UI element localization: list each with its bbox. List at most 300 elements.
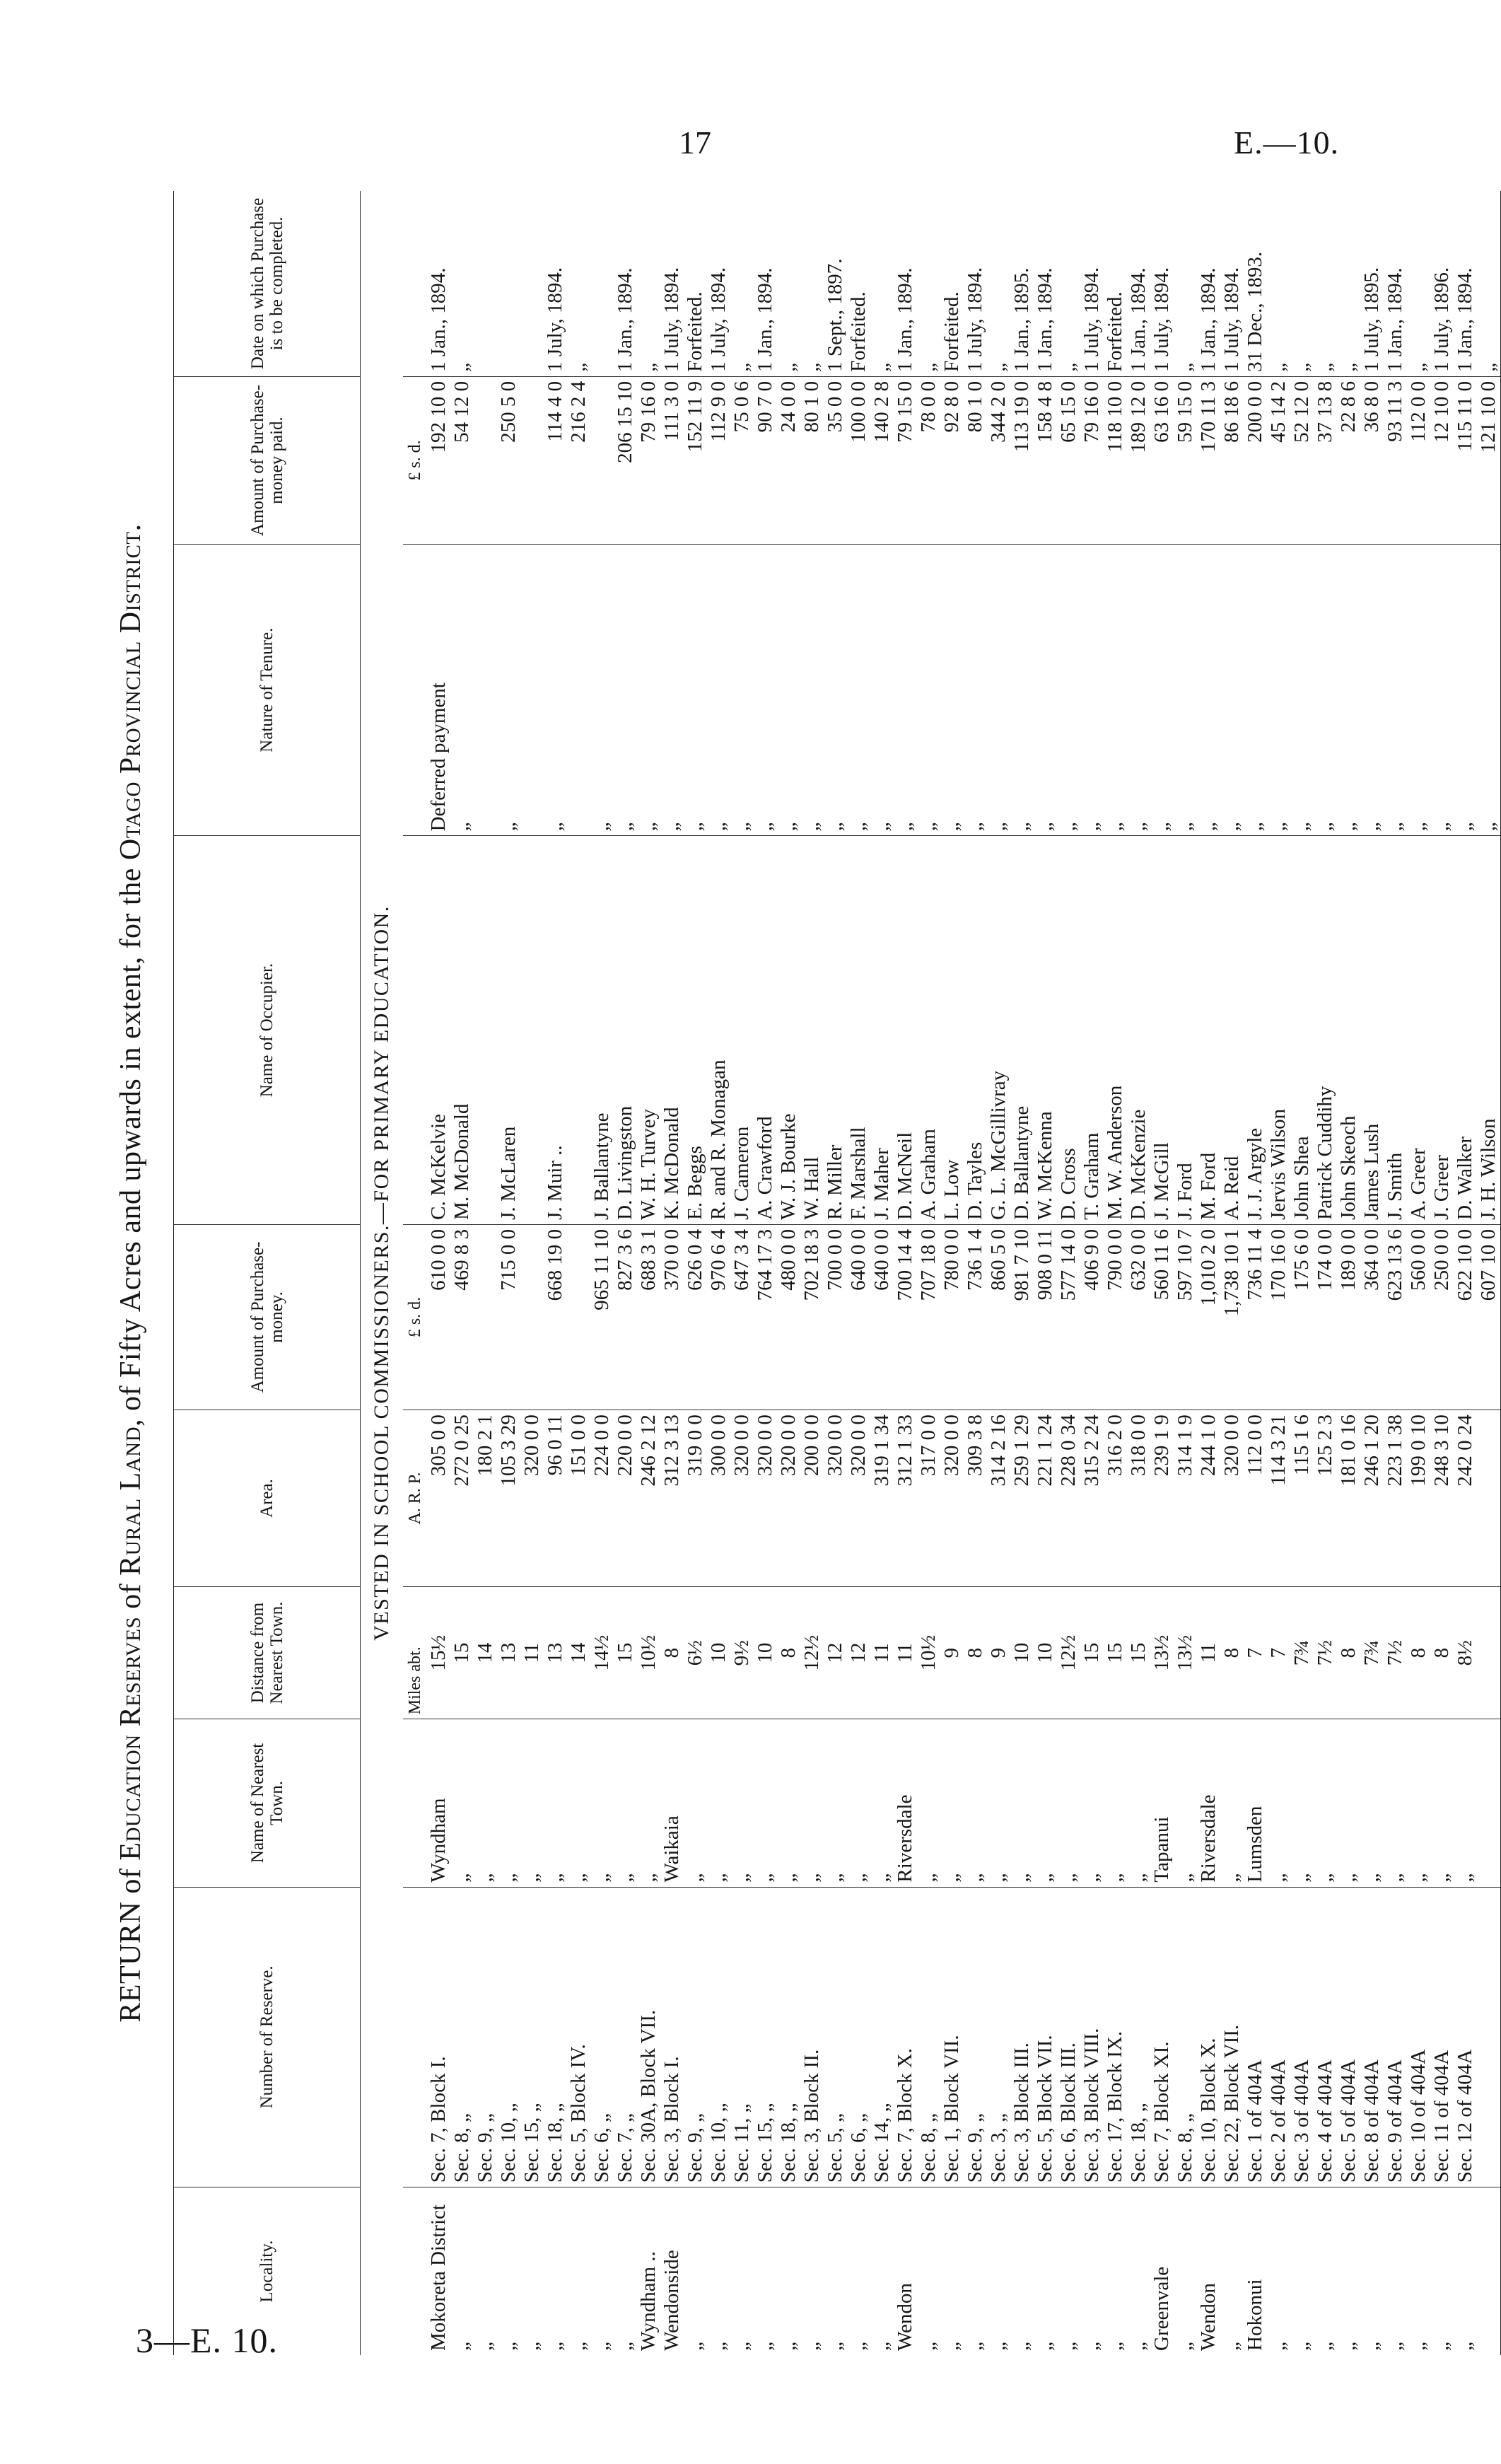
distance-cell: 15 [1104,1586,1127,1719]
occupier-cell: J. Greer [1430,836,1454,1225]
area-cell: 220 0 0 [614,1410,637,1587]
tenure-cell: „ [1337,545,1360,836]
purchase-money-cell: 700 14 4 [894,1224,917,1410]
area-cell: 244 1 0 [1197,1410,1220,1587]
reserve-cell: Sec. 4 of 404A [1314,1887,1337,2187]
tenure-cell: „ [964,545,987,836]
distance-cell: 10½ [917,1586,940,1719]
page-reference: E.—10. [1234,124,1340,161]
completion-date-cell: Forfeited. [684,191,707,376]
distance-cell [1477,1586,1501,1719]
table-row [684,191,707,2355]
reserve-cell: Sec. 6, „ [590,1887,614,2187]
town-cell: „ [1034,1719,1057,1887]
town-cell: „ [824,1719,847,1887]
locality-cell: Hokonui [1244,2279,1266,2351]
locality-cell: „ [1290,2339,1313,2351]
distance-cell: 15½ [427,1586,450,1719]
area-cell: 320 0 0 [777,1410,800,1587]
occupier-cell: D. Ballantyne [1010,836,1034,1225]
locality-cell: „ [544,2339,566,2351]
purchase-money-cell: 700 0 0 [824,1224,847,1410]
area-cell: 228 0 34 [1057,1410,1080,1587]
town-cell: „ [847,1719,870,1887]
completion-date-cell: 1 Jan., 1894. [754,191,777,376]
table-row [777,191,800,2355]
occupier-cell [520,836,544,1225]
paid-cell: 111 3 0 [660,376,684,544]
completion-date-cell: 1 Jan., 1895. [1010,191,1034,376]
purchase-money-cell: 622 10 0 [1454,1224,1477,1410]
table-row [1150,191,1174,2355]
header-area: Area. [174,1410,361,1587]
area-cell: 112 0 0 [1244,1410,1267,1587]
area-cell: 318 0 0 [1127,1410,1150,1587]
paid-cell: 90 7 0 [754,376,777,544]
tenure-cell: „ [590,545,614,836]
locality-cell: „ [1080,2339,1103,2351]
distance-cell: 12½ [1057,1586,1080,1719]
title-mid-1: of [115,1575,147,1617]
completion-date-cell: Forfeited. [1104,191,1127,376]
paid-cell: 92 8 0 [940,376,964,544]
title-mid-2: , of Fifty Acres and upwards in extent, for the [115,860,147,1426]
town-cell: „ [1430,1719,1454,1887]
distance-cell: 8 [1337,1586,1360,1719]
completion-date-cell: 1 July, 1894. [1220,191,1244,376]
reserve-cell: Sec. 1 of 404A [1244,1887,1267,2187]
locality-cell: Greenvale [1150,2266,1173,2351]
paid-cell: 112 9 0 [707,376,730,544]
reserve-cell: Sec. 9, „ [474,1887,497,2187]
table-row [1080,191,1104,2355]
distance-cell: 10½ [637,1586,660,1719]
occupier-cell: W. J. Bourke [777,836,800,1225]
purchase-money-cell: 175 6 0 [1290,1224,1314,1410]
table-row [497,191,520,2355]
tenure-cell [474,545,497,836]
tenure-cell: „ [1057,545,1080,836]
section-heading: VESTED IN SCHOOL COMMISSIONERS.—FOR PRIMARY EDUCATION. [370,905,393,1641]
rotated-table-block [103,191,1500,2355]
completion-date-cell: 31 Dec., 1893. [1244,191,1267,376]
tenure-cell: „ [894,545,917,836]
paid-cell: 79 15 0 [894,376,917,544]
locality-cell: „ [1104,2339,1126,2351]
purchase-money-cell: 610 0 0 [427,1224,450,1410]
distance-cell: 10 [707,1586,730,1719]
tenure-cell: „ [940,545,964,836]
header-town: Name of Nearest Town. [174,1719,361,1887]
paid-cell: 36 8 0 [1360,376,1384,544]
purchase-money-cell: 707 18 0 [917,1224,940,1410]
area-cell: 114 3 21 [1267,1410,1290,1587]
locality-cell: „ [800,2339,823,2351]
area-cell: 320 0 0 [940,1410,964,1587]
distance-cell: 13 [544,1586,567,1719]
unit-distance: Miles abt. [403,1586,427,1719]
completion-date-cell: 1 July, 1895. [1360,191,1384,376]
occupier-cell: C. McKelvie [427,836,450,1225]
tenure-cell: „ [1244,545,1267,836]
reserve-cell: Sec. 3, Block II. [800,1887,824,2187]
tenure-cell: „ [870,545,894,836]
occupier-cell [474,836,497,1225]
table-row [637,191,660,2355]
distance-cell: 10 [1010,1586,1034,1719]
locality-cell: „ [1220,2339,1243,2351]
distance-cell: 9 [987,1586,1010,1719]
table-row [1290,191,1314,2355]
paid-cell: 80 1 0 [800,376,824,544]
completion-date-cell: „ [800,191,824,376]
reserve-cell: Sec. 14, „ [870,1887,894,2187]
paid-cell: 79 16 0 [1080,376,1104,544]
purchase-money-cell: 597 10 7 [1174,1224,1197,1410]
paid-cell: 192 10 0 [427,376,450,544]
occupier-cell: A. Reid [1220,836,1244,1225]
locality-cell: „ [1174,2339,1196,2351]
locality-cell: „ [940,2339,963,2351]
occupier-cell: A. Graham [917,836,940,1225]
completion-date-cell: „ [1267,191,1290,376]
distance-cell: 7¾ [1360,1586,1384,1719]
occupier-cell: J. Maher [870,836,894,1225]
completion-date-cell: 1 July, 1894. [660,191,684,376]
purchase-money-cell: 1,738 10 1 [1220,1224,1244,1410]
purchase-money-cell: 860 5 0 [987,1224,1010,1410]
occupier-cell: J. Ford [1174,836,1197,1225]
area-cell: 221 1 24 [1034,1410,1057,1587]
reserve-cell: Sec. 18, „ [1127,1887,1150,2187]
locality-cell: Wendon [1197,2283,1220,2351]
occupier-cell: J. J. Argyle [1244,836,1267,1225]
footer-reference: 3—E. 10. [136,2320,279,2360]
town-cell: „ [567,1719,590,1887]
locality-cell: „ [567,2339,590,2351]
tenure-cell: „ [1080,545,1104,836]
locality-cell: „ [1430,2339,1453,2351]
purchase-money-cell: 406 9 0 [1080,1224,1104,1410]
completion-date-cell: „ [870,191,894,376]
town-cell: Lumsden [1244,1719,1267,1887]
table-row [590,191,614,2355]
town-cell: „ [1384,1719,1407,1887]
completion-date-cell: „ [567,191,590,376]
reserve-cell: Sec. 11 of 404A [1430,1887,1454,2187]
reserves-table [173,191,1501,2355]
purchase-money-cell: 715 0 0 [497,1224,520,1410]
occupier-cell: J. H. Wilson [1477,836,1501,1225]
town-cell: „ [1057,1719,1080,1887]
locality-cell: „ [450,2339,473,2351]
purchase-money-cell: 640 0 0 [870,1224,894,1410]
occupier-cell: M. W. Anderson [1104,836,1127,1225]
locality-cell: „ [824,2339,846,2351]
title-smallcaps-1: Education Reserves [115,1616,147,1861]
paid-cell: 12 10 0 [1430,376,1454,544]
purchase-money-cell: 480 0 0 [777,1224,800,1410]
tenure-cell [567,545,590,836]
header-occupier: Name of Occupier. [174,836,361,1225]
town-cell: „ [450,1719,474,1887]
paid-cell: 140 2 8 [870,376,894,544]
completion-date-cell [474,191,497,376]
purchase-money-cell: 780 0 0 [940,1224,964,1410]
occupier-cell: K. McDonald [660,836,684,1225]
paid-cell: 118 10 0 [1104,376,1127,544]
occupier-cell: A. Greer [1407,836,1430,1225]
locality-cell: „ [1127,2339,1150,2351]
distance-cell: 11 [894,1586,917,1719]
locality-cell: Wendonside [660,2250,683,2351]
purchase-money-cell: 790 0 0 [1104,1224,1127,1410]
tenure-cell [520,545,544,836]
table-row [940,191,964,2355]
area-cell: 320 0 0 [847,1410,870,1587]
paid-cell: 35 0 0 [824,376,847,544]
section-heading-row [361,191,404,2355]
distance-cell: 6½ [684,1586,707,1719]
tenure-cell: „ [707,545,730,836]
occupier-cell: D. Walker [1454,836,1477,1225]
area-cell: 151 0 0 [567,1410,590,1587]
purchase-money-cell: 688 3 1 [637,1224,660,1410]
locality-cell: „ [777,2339,800,2351]
town-cell: „ [940,1719,964,1887]
reserve-cell: Sec. 11, „ [730,1887,754,2187]
purchase-money-cell: 647 3 4 [730,1224,754,1410]
title-smallcaps-3: Otago Provincial District [115,531,147,861]
locality-cell: „ [964,2339,986,2351]
table-row [474,191,497,2355]
table-row [614,191,637,2355]
return-title [103,191,159,2355]
completion-date-cell: 1 Jan., 1894. [1384,191,1407,376]
completion-date-cell: „ [1314,191,1337,376]
reserve-cell: Sec. 7, Block XI. [1150,1887,1174,2187]
reserve-cell: Sec. 5, Block VII. [1034,1887,1057,2187]
header-tenure: Nature of Tenure. [174,545,361,836]
locality-cell: „ [1407,2339,1430,2351]
completion-date-cell: „ [450,191,474,376]
locality-cell: „ [707,2339,730,2351]
area-cell: 246 2 12 [637,1410,660,1587]
town-cell: „ [1314,1719,1337,1887]
locality-cell: „ [474,2339,496,2351]
completion-date-cell [520,191,544,376]
completion-date-cell: „ [1057,191,1080,376]
reserve-cell: Sec. 8, „ [450,1887,474,2187]
distance-cell: 8 [1407,1586,1430,1719]
area-cell: 315 2 24 [1080,1410,1104,1587]
tenure-cell: „ [614,545,637,836]
occupier-cell: W. McKenna [1034,836,1057,1225]
reserve-cell: Sec. 6, Block III. [1057,1887,1080,2187]
tenure-cell: „ [1360,545,1384,836]
table-row [847,191,870,2355]
reserve-cell: Sec. 3, Block VIII. [1080,1887,1104,2187]
tenure-cell: „ [1314,545,1337,836]
town-cell: Riversdale [1197,1719,1220,1887]
distance-cell: 7¾ [1290,1586,1314,1719]
table-row [987,191,1010,2355]
town-cell [1477,1719,1501,1887]
table-row [450,191,474,2355]
paid-cell: 189 12 0 [1127,376,1150,544]
purchase-money-cell: 827 3 6 [614,1224,637,1410]
town-cell: „ [964,1719,987,1887]
distance-cell: 10 [1034,1586,1057,1719]
completion-date-cell: „ [1407,191,1430,376]
occupier-cell: Jervis Wilson [1267,836,1290,1225]
header-date: Date on which Purchase is to be completed. [174,191,361,376]
table-row [754,191,777,2355]
table-row [567,191,590,2355]
header-locality: Locality. [174,2187,361,2355]
table-header-row [174,191,361,2355]
occupier-cell: E. Beggs [684,836,707,1225]
reserve-cell: Sec. 22, Block VII. [1220,1887,1244,2187]
completion-date-cell: „ [917,191,940,376]
distance-cell: 11 [870,1586,894,1719]
reserve-cell: Sec. 8, „ [917,1887,940,2187]
paid-cell: 170 11 3 [1197,376,1220,544]
table-row [1337,191,1360,2355]
occupier-cell: F. Marshall [847,836,870,1225]
tenure-cell: „ [1407,545,1430,836]
reserve-cell: Sec. 9, „ [964,1887,987,2187]
purchase-money-cell: 736 11 4 [1244,1224,1267,1410]
area-cell: 320 0 0 [1220,1410,1244,1587]
locality-cell: „ [1314,2339,1336,2351]
locality-cell: „ [497,2339,520,2351]
paid-cell: 112 0 0 [1407,376,1430,544]
completion-date-cell: „ [1337,191,1360,376]
occupier-cell: L. Low [940,836,964,1225]
area-cell: 239 1 9 [1150,1410,1174,1587]
table-body [361,191,1501,2355]
locality-cell: „ [1384,2339,1406,2351]
reserve-cell: Sec. 10, „ [707,1887,730,2187]
distance-cell: 15 [614,1586,637,1719]
locality-cell: „ [987,2339,1010,2351]
area-cell: 96 0 11 [544,1410,567,1587]
area-cell: 320 0 0 [824,1410,847,1587]
distance-cell: 10 [754,1586,777,1719]
paid-cell: 206 15 10 [614,376,637,544]
town-cell: „ [917,1719,940,1887]
distance-cell: 9 [940,1586,964,1719]
tenure-cell: „ [800,545,824,836]
town-cell: „ [590,1719,614,1887]
distance-cell: 7½ [1314,1586,1337,1719]
reserve-cell: Sec. 30A, Block VII. [637,1887,660,2187]
tenure-cell: „ [1010,545,1034,836]
area-cell: 309 3 8 [964,1410,987,1587]
table-row [1104,191,1127,2355]
completion-date-cell: „ [987,191,1010,376]
header-paid: Amount of Purchase-money paid. [174,376,361,544]
reserve-cell: Sec. 5, Block IV. [567,1887,590,2187]
town-cell: „ [1267,1719,1290,1887]
table-row [1384,191,1407,2355]
locality-cell [1477,2187,1501,2355]
table-row [1244,191,1267,2355]
area-cell: 105 3 29 [497,1410,520,1587]
reserve-cell: Sec. 3, Block III. [1010,1887,1034,2187]
occupier-cell: M. McDonald [450,836,474,1225]
table-row [660,191,684,2355]
reserve-cell: Sec. 6, „ [847,1887,870,2187]
table-row [1034,191,1057,2355]
area-cell: 320 0 0 [520,1410,544,1587]
paid-cell: 121 10 0 [1477,376,1501,544]
header-distance: Distance from Nearest Town. [174,1586,361,1719]
paid-cell: 52 12 0 [1290,376,1314,544]
town-cell: „ [1337,1719,1360,1887]
header-reserve: Number of Reserve. [174,1887,361,2187]
purchase-money-cell: 250 0 0 [1430,1224,1454,1410]
occupier-cell: D. McKenzie [1127,836,1150,1225]
reserve-cell: Sec. 10, „ [497,1887,520,2187]
locality-cell: „ [1337,2339,1360,2351]
occupier-cell: D. McNeil [894,836,917,1225]
paid-cell: 115 11 0 [1454,376,1477,544]
purchase-money-cell: 626 0 4 [684,1224,707,1410]
tenure-cell: „ [917,545,940,836]
reserve-cell: Sec. 1, Block VII. [940,1887,964,2187]
purchase-money-cell: 970 6 4 [707,1224,730,1410]
reserve-cell: Sec. 3 of 404A [1290,1887,1314,2187]
purchase-money-cell: 469 8 3 [450,1224,474,1410]
town-cell: „ [497,1719,520,1887]
distance-cell: 11 [1197,1586,1220,1719]
paid-cell: 344 2 0 [987,376,1010,544]
tenure-cell: „ [1454,545,1477,836]
distance-cell: 9½ [730,1586,754,1719]
area-cell: 305 0 0 [427,1410,450,1587]
town-cell: „ [474,1719,497,1887]
town-cell: „ [544,1719,567,1887]
paid-cell [474,376,497,544]
tenure-cell: „ [1430,545,1454,836]
completion-date-cell: Forfeited. [847,191,870,376]
purchase-money-cell: 965 11 10 [590,1224,614,1410]
title-smallcaps-2: Rural Land [115,1426,147,1576]
purchase-money-cell: 370 0 0 [660,1224,684,1410]
paid-cell: 93 11 3 [1384,376,1407,544]
area-cell [1477,1410,1501,1587]
locality-cell: „ [1454,2339,1476,2351]
reserve-cell: Sec. 9 of 404A [1384,1887,1407,2187]
completion-date-cell: 1 Jan., 1894. [1197,191,1220,376]
reserve-cell: Sec. 2 of 404A [1267,1887,1290,2187]
table-row [1407,191,1430,2355]
occupier-cell: W. Hall [800,836,824,1225]
reserve-cell: Sec. 3, Block I. [660,1887,684,2187]
occupier-cell: R. and R. Monagan [707,836,730,1225]
tenure-cell: „ [730,545,754,836]
tenure-cell: „ [754,545,777,836]
paid-cell: 80 1 0 [964,376,987,544]
paid-cell: 22 8 6 [1337,376,1360,544]
completion-date-cell: „ [730,191,754,376]
area-cell: 199 0 10 [1407,1410,1430,1587]
distance-cell: 12 [847,1586,870,1719]
reserve-cell [1477,1887,1501,2187]
paid-cell: 65 15 0 [1057,376,1080,544]
